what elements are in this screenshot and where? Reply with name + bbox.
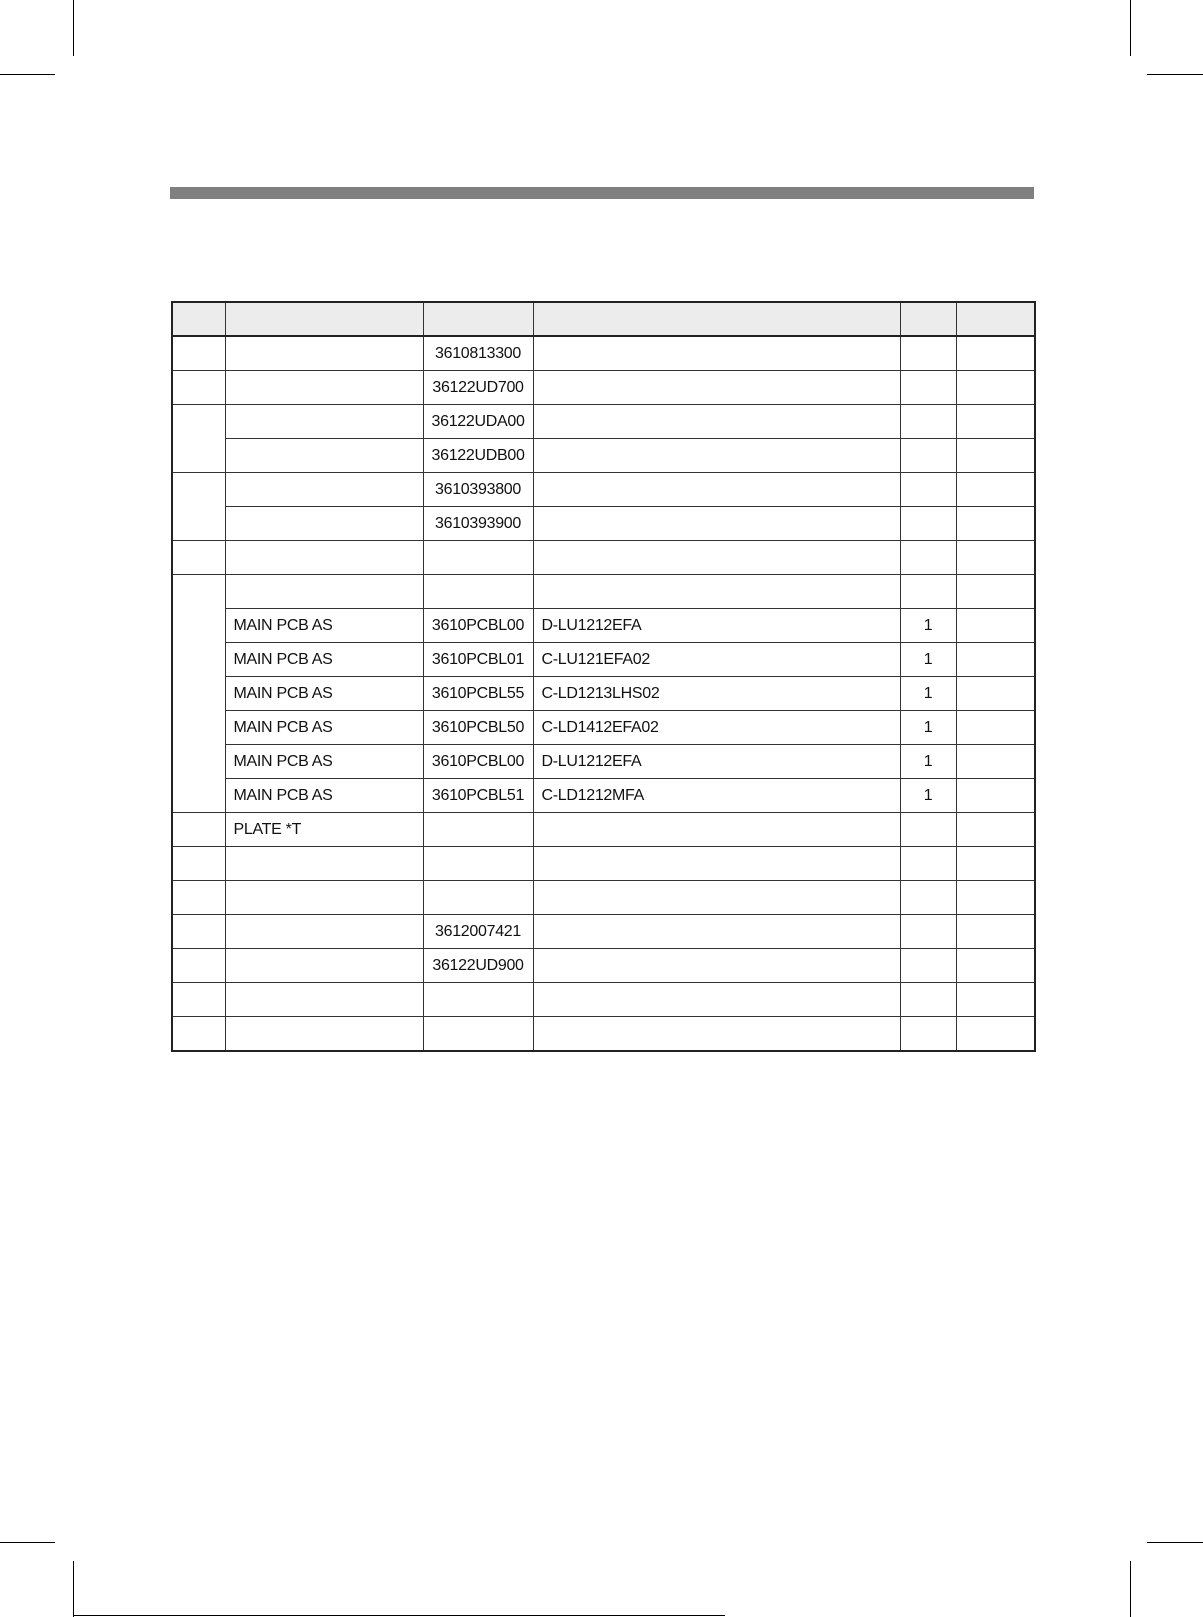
no-cell [172,983,225,1017]
remark-cell [956,983,1035,1017]
table-row [172,983,1035,1017]
table-row [172,371,1035,405]
specification-cell [533,439,900,473]
footer-rule [73,1615,725,1616]
qty-cell [900,371,956,405]
qty-cell [900,813,956,847]
remark-cell [956,473,1035,507]
specification-cell [533,983,900,1017]
specification-cell: D-LU1212EFA [533,745,900,779]
specification-cell [533,881,900,915]
section-header-bar [170,187,1034,199]
no-cell [172,915,225,949]
specification-cell [533,915,900,949]
part-code-cell: 3610813300 [423,336,533,371]
specification-cell [533,541,900,575]
remark-cell [956,711,1035,745]
part-name-cell [225,847,423,881]
part-name-cell [225,541,423,575]
qty-cell [900,1017,956,1052]
specification-cell [533,473,900,507]
part-name-cell [225,439,423,473]
no-cell [172,405,225,473]
no-cell [172,371,225,405]
part-name-cell [225,575,423,609]
no-cell [172,336,225,371]
qty-cell [900,473,956,507]
no-cell [172,847,225,881]
remark-cell [956,336,1035,371]
crop-mark-top-right-vertical [1130,0,1131,56]
table-row [172,473,1035,507]
qty-cell: 1 [900,677,956,711]
specification-cell [533,813,900,847]
remark-cell [956,575,1035,609]
remark-cell [956,609,1035,643]
table-header-row [172,302,1035,336]
specification-cell: C-LD1412EFA02 [533,711,900,745]
table-row [172,745,1035,779]
qty-cell: 1 [900,643,956,677]
table-row [172,541,1035,575]
part-name-cell [225,983,423,1017]
table-row [172,949,1035,983]
part-name-cell: MAIN PCB AS [225,677,423,711]
qty-cell [900,541,956,575]
remark-cell [956,813,1035,847]
part-name-cell: MAIN PCB AS [225,745,423,779]
qty-cell: 1 [900,779,956,813]
part-code-cell: 3610PCBL00 [423,745,533,779]
part-name-cell: MAIN PCB AS [225,643,423,677]
header-part-name [225,302,423,336]
part-name-cell: MAIN PCB AS [225,711,423,745]
qty-cell [900,405,956,439]
part-name-cell: MAIN PCB AS [225,609,423,643]
remark-cell [956,507,1035,541]
qty-cell [900,881,956,915]
part-code-cell [423,1017,533,1052]
qty-cell [900,439,956,473]
remark-cell [956,881,1035,915]
remark-cell [956,949,1035,983]
specification-cell [533,405,900,439]
qty-cell [900,336,956,371]
remark-cell [956,371,1035,405]
table-row [172,575,1035,609]
specification-cell [533,1017,900,1052]
part-name-cell [225,949,423,983]
remark-cell [956,677,1035,711]
specification-cell [533,336,900,371]
table-row [172,711,1035,745]
crop-mark-bottom-right-horizontal [1147,1542,1203,1543]
specification-cell [533,575,900,609]
table-row [172,915,1035,949]
table-row [172,677,1035,711]
crop-mark-bottom-left-vertical [73,1561,74,1617]
part-code-cell: 36122UD700 [423,371,533,405]
remark-cell [956,439,1035,473]
no-cell [172,1017,225,1052]
qty-cell [900,983,956,1017]
part-code-cell: 3610PCBL51 [423,779,533,813]
part-name-cell [225,915,423,949]
specification-cell [533,847,900,881]
part-name-cell: MAIN PCB AS [225,779,423,813]
header-no [172,302,225,336]
table-row [172,779,1035,813]
table-row [172,643,1035,677]
part-name-cell [225,507,423,541]
part-name-cell [225,473,423,507]
no-cell [172,473,225,541]
part-name-cell: PLATE *T [225,813,423,847]
part-code-cell [423,541,533,575]
part-code-cell [423,575,533,609]
specification-cell [533,371,900,405]
part-code-cell: 3612007421 [423,915,533,949]
remark-cell [956,779,1035,813]
table-row [172,609,1035,643]
remark-cell [956,405,1035,439]
table-row [172,507,1035,541]
table-row [172,881,1035,915]
part-code-cell: 3610PCBL00 [423,609,533,643]
part-code-cell: 36122UDA00 [423,405,533,439]
part-code-cell [423,881,533,915]
specification-cell: C-LU121EFA02 [533,643,900,677]
crop-mark-top-left-vertical [73,0,74,56]
part-code-cell [423,813,533,847]
specification-cell: C-LD1213LHS02 [533,677,900,711]
no-cell [172,541,225,575]
part-name-cell [225,405,423,439]
remark-cell [956,643,1035,677]
crop-mark-bottom-left-horizontal [0,1542,55,1543]
remark-cell [956,1017,1035,1052]
crop-mark-top-right-horizontal [1147,74,1203,75]
part-code-cell [423,983,533,1017]
part-name-cell [225,881,423,915]
specification-cell [533,507,900,541]
part-code-cell: 3610PCBL55 [423,677,533,711]
qty-cell [900,949,956,983]
parts-list-table [171,301,1036,1052]
part-name-cell [225,371,423,405]
specification-cell [533,949,900,983]
header-remark [956,302,1035,336]
no-cell [172,881,225,915]
part-code-cell: 3610PCBL50 [423,711,533,745]
remark-cell [956,745,1035,779]
qty-cell [900,575,956,609]
qty-cell: 1 [900,609,956,643]
part-code-cell: 3610393800 [423,473,533,507]
specification-cell: D-LU1212EFA [533,609,900,643]
header-qty [900,302,956,336]
crop-mark-top-left-horizontal [0,74,55,75]
table-row [172,813,1035,847]
table-row [172,336,1035,371]
table-row [172,1017,1035,1052]
qty-cell: 1 [900,711,956,745]
part-code-cell [423,847,533,881]
table-row [172,405,1035,439]
qty-cell [900,915,956,949]
remark-cell [956,915,1035,949]
part-name-cell [225,1017,423,1052]
header-specification [533,302,900,336]
remark-cell [956,847,1035,881]
part-code-cell: 36122UDB00 [423,439,533,473]
table-row [172,439,1035,473]
part-code-cell: 36122UD900 [423,949,533,983]
table-row [172,847,1035,881]
specification-cell: C-LD1212MFA [533,779,900,813]
no-cell [172,949,225,983]
crop-mark-bottom-right-vertical [1130,1561,1131,1617]
no-cell [172,813,225,847]
part-code-cell: 3610393900 [423,507,533,541]
header-part-code [423,302,533,336]
no-cell [172,575,225,813]
part-name-cell [225,336,423,371]
qty-cell [900,847,956,881]
qty-cell: 1 [900,745,956,779]
qty-cell [900,507,956,541]
part-code-cell: 3610PCBL01 [423,643,533,677]
remark-cell [956,541,1035,575]
